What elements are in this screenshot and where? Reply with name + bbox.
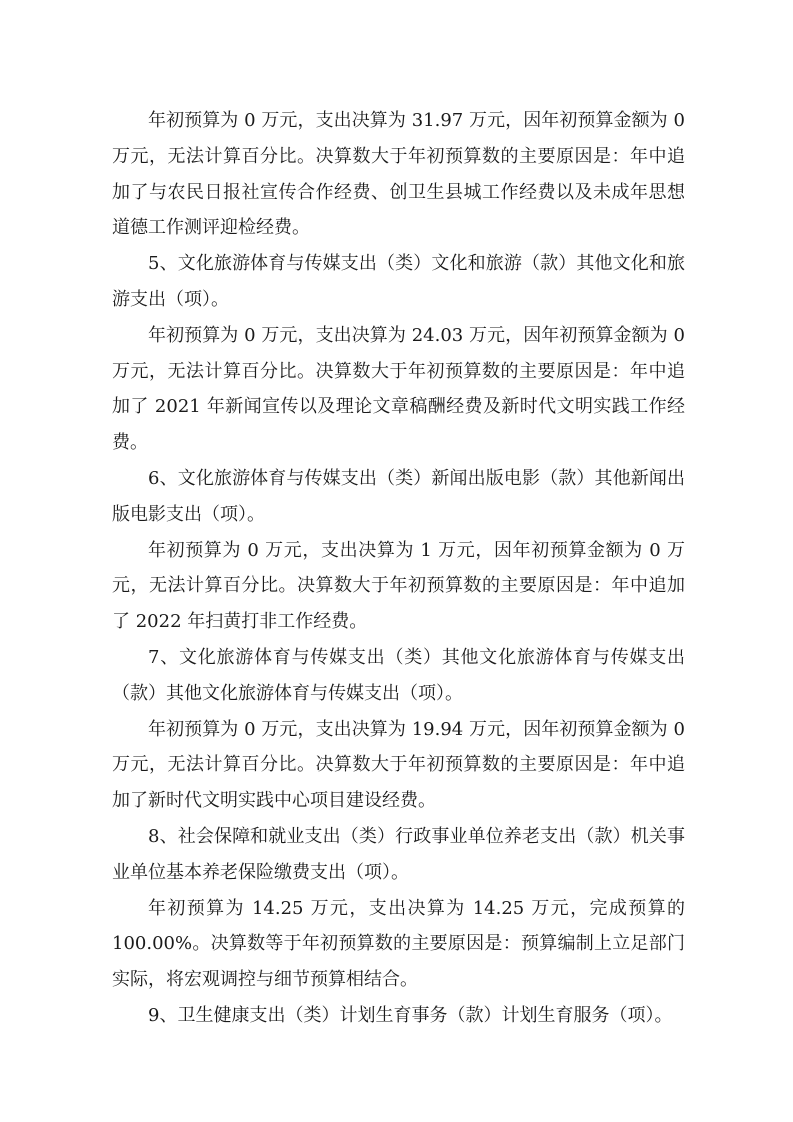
heading-item-7: 7、文化旅游体育与传媒支出（类）其他文化旅游体育与传媒支出（款）其他文化旅游体育与传媒支出（项）。 [112, 646, 685, 704]
paragraph-budget-note-5: 年初预算为 0 万元，支出决算为 24.03 万元，因年初预算金额为 0 万元，无法计算百分比。决算数大于年初预算数的主要原因是：年中追加了 2021 年新闻宣传以及理论文章稿酬经费及新时代文明实践工作经费。 [112, 324, 685, 454]
paragraph-budget-note-4: 年初预算为 0 万元，支出决算为 31.97 万元，因年初预算金额为 0 万元，无法计算百分比。决算数大于年初预算数的主要原因是：年中追加了与农民日报社宣传合作经费、创卫生县城工作经费以及未成年思想道德工作测评迎检经费。 [112, 110, 685, 239]
heading-item-6: 6、文化旅游体育与传媒支出（类）新闻出版电影（款）其他新闻出版电影支出（项）。 [112, 467, 685, 525]
heading-item-5: 5、文化旅游体育与传媒支出（类）文化和旅游（款）其他文化和旅游支出（项）。 [112, 253, 685, 310]
paragraph-budget-note-8: 年初预算为 14.25 万元，支出决算为 14.25 万元，完成预算的 100.00%。决算数等于年初预算数的主要原因是：预算编制上立足部门实际，将宏观调控与细节预算相结合。 [112, 897, 685, 991]
paragraph-budget-note-7: 年初预算为 0 万元，支出决算为 19.94 万元，因年初预算金额为 0 万元，无法计算百分比。决算数大于年初预算数的主要原因是：年中追加了新时代文明实践中心项目建设经费。 [112, 718, 685, 812]
paragraph-budget-note-6: 年初预算为 0 万元，支出决算为 1 万元，因年初预算金额为 0 万元，无法计算百分比。决算数大于年初预算数的主要原因是：年中追加了 2022 年扫黄打非工作经费。 [112, 539, 685, 633]
document-page [112, 103, 685, 1034]
heading-item-9: 9、卫生健康支出（类）计划生育事务（款）计划生育服务（项）。 [148, 1004, 673, 1026]
heading-item-8: 8、社会保障和就业支出（类）行政事业单位养老支出（款）机关事业单位基本养老保险缴费支出（项）。 [112, 825, 685, 883]
